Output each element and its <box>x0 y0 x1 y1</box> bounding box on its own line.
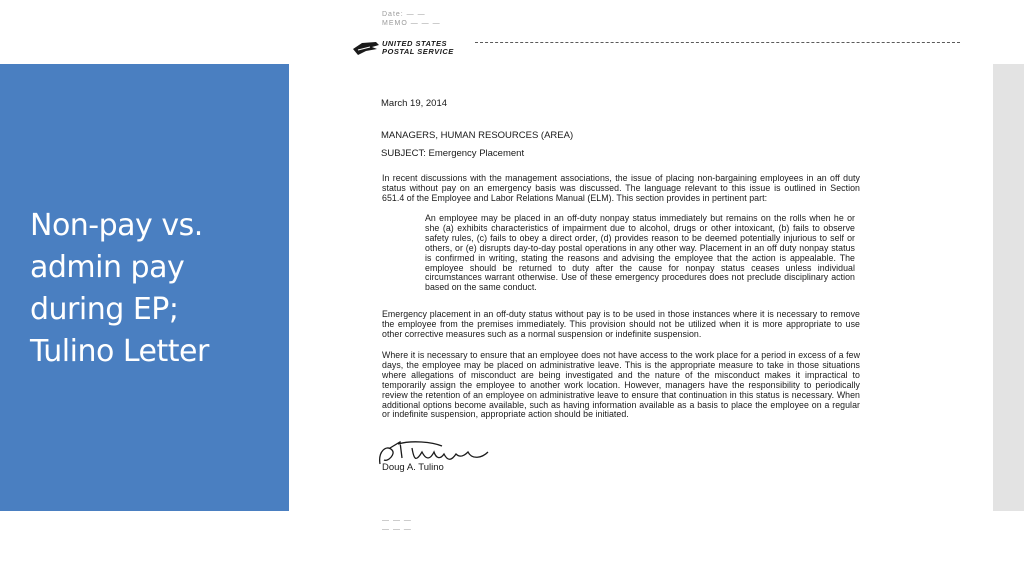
paragraph-3: Where it is necessary to ensure that an employee does not have access to the work place for a period in excess of a few days, the employee may be placed on administrative leave. This is the appropriate measure to take in those situations where allegations of misconduct are being investigated and the nature of the misconduct makes it impractical to temporarily assign the employee to another work location. However, managers have the responsibility to periodically review the retention of an employee on administrative leave to ensure that continuation in this status is necessary. When additional options become available, such as having information available as a basis to place the employee on a regular or indefinite suspension, appropriate action should be initiated. <box>382 350 860 420</box>
letter-subject: SUBJECT: Emergency Placement <box>381 148 525 159</box>
faint-footer-text: — — — — — — <box>382 517 412 533</box>
quoted-section: An employee may be placed in an off-duty nonpay status immediately but remains on the rolls when he or she (a) exhibits characteristics of impairment due to alcohol, drugs or other intoxicant, (b) fails to observe safety rules, (c) fails to obey a direct order, (d) provides reason to be deemed potentially injurious to self or others, or (e) disrupts day-to-day postal operations in any other way. Placement in an off duty nonpay status is confirmed in writing, stating the reasons and advising the employee that the action is appealable. The employee should be returned to duty after the cause for nonpay status ceases unless individual circumstances warrant otherwise. Use of these emergency procedures does not preclude disciplinary action based on the same conduct. <box>425 213 855 293</box>
letter-date: March 19, 2014 <box>381 98 448 109</box>
letterhead-rule <box>475 42 960 43</box>
faint-header-text: Date: — — MEMO — — — <box>382 11 441 27</box>
signature-name: Doug A. Tulino <box>382 462 444 473</box>
paragraph-1: In recent discussions with the management associations, the issue of placing non-bargaining employees in an off duty status without pay on an emergency basis was discussed. The language relevant to this issue is outlined in Section 651.4 of the Employee and Labor Relations Manual (ELM). This section provides in pertinent part: <box>382 173 860 203</box>
logo-wordmark: UNITED STATES POSTAL SERVICE <box>382 39 454 56</box>
paragraph-2: Emergency placement in an off-duty status without pay is to be used in those instances where it is necessary to remove the employee from the premises immediately. This provision should not be utilized when it is more appropriate to use other corrective measures such as a normal suspension or indefinite suspension. <box>382 309 860 339</box>
slide-title: Non-pay vs. admin pay during EP; Tulino Letter <box>30 208 209 369</box>
letter-addressee: MANAGERS, HUMAN RESOURCES (AREA) <box>381 130 574 141</box>
eagle-logo-icon <box>352 40 380 56</box>
right-margin-strip <box>993 64 1024 511</box>
scanned-letter <box>330 0 980 576</box>
usps-logo <box>352 38 472 58</box>
